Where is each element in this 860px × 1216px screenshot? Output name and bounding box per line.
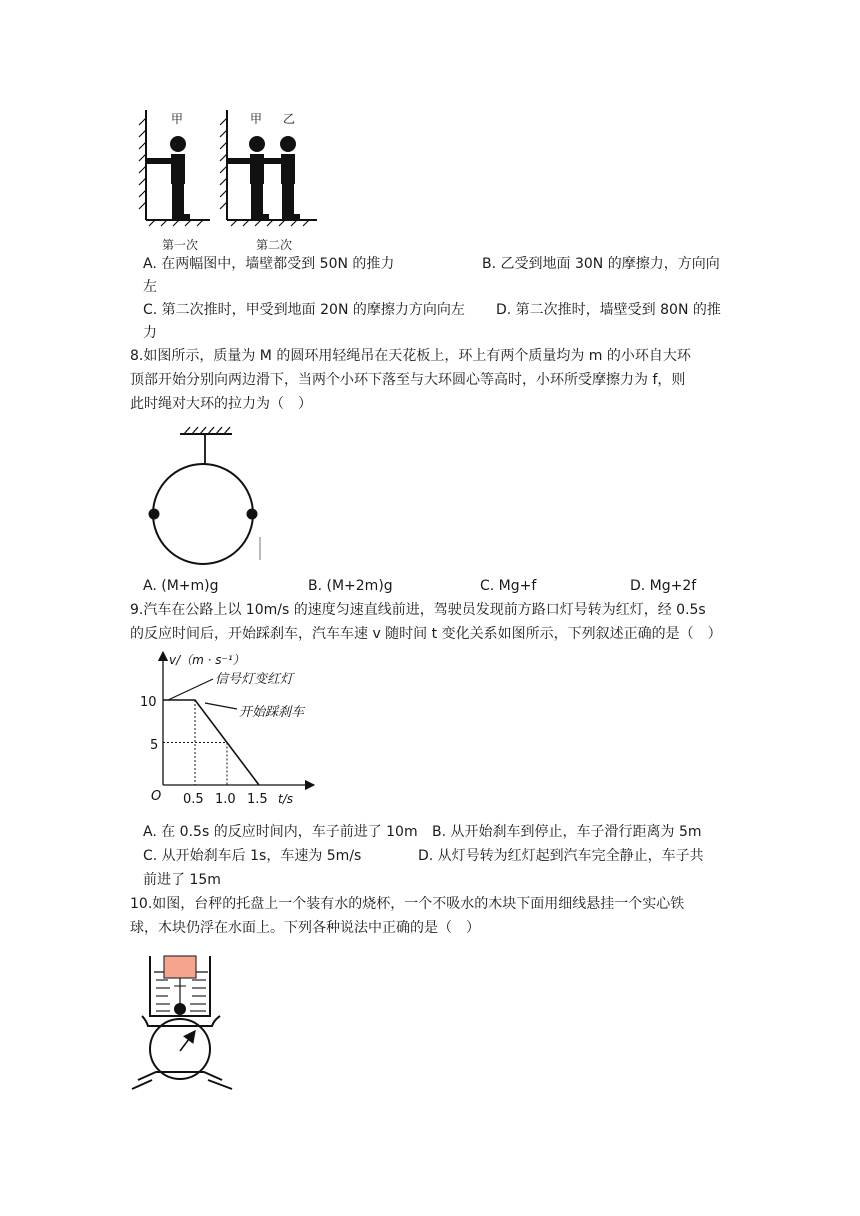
q9-option-d-cont: 前进了 15m: [143, 872, 221, 888]
scale-beaker-figure: [128, 948, 238, 1093]
q8-line-1: 8.如图所示，质量为 M 的圆环用轻绳吊在天花板上，环上有两个质量均为 m 的小环自大环: [130, 348, 691, 364]
velocity-time-chart: [135, 650, 315, 810]
q9-line-1: 9.汽车在公路上以 10m/s 的速度匀速直线前进，驾驶员发现前方路口灯号转为红灯，经 0.5s: [130, 602, 706, 618]
caption-first: 第一次: [162, 238, 199, 252]
q7-option-d-cont: 力: [143, 325, 157, 341]
y-tick-5: 5: [150, 738, 159, 753]
q9-line-2: 的反应时间后，开始踩刹车，汽车车速 v 随时间 t 变化关系如图所示，下列叙述正确的是（ ）: [130, 626, 722, 642]
x-tick-0-5: 0.5: [183, 792, 204, 807]
annotation-pointer-1: [168, 679, 213, 700]
q9-option-d: D. 从灯号转为红灯起到汽车完全静止，车子共: [418, 848, 704, 864]
wood-block: [164, 956, 196, 978]
q7-option-d: D. 第二次推时，墙壁受到 80N 的推: [496, 302, 721, 318]
y-tick-10: 10: [140, 695, 157, 710]
annotation-pointer-2: [205, 703, 237, 709]
caption-second: 第二次: [256, 238, 293, 252]
q8-option-d: D. Mg+2f: [630, 578, 697, 594]
person-jia-first: [147, 136, 190, 220]
push-wall-figure: [135, 100, 325, 238]
q10-line-1: 10.如图，台秤的托盘上一个装有水的烧杯，一个不吸水的木块下面用细线悬挂一个实心铁: [130, 896, 685, 912]
label-jia-first: 甲: [171, 112, 184, 126]
q9-option-a: A. 在 0.5s 的反应时间内，车子前进了 10m: [143, 824, 418, 840]
q7-option-a: A. 在两幅图中，墙壁都受到 50N 的推力: [143, 256, 395, 272]
ring-figure: [140, 424, 270, 570]
x-axis-label: t/s: [278, 792, 293, 806]
q8-line-3: 此时绳对大环的拉力为（ ）: [130, 396, 312, 412]
x-tick-1-0: 1.0: [215, 792, 236, 807]
q7-option-b-cont: 左: [143, 279, 157, 295]
q10-line-2: 球，木块仍浮在水面上。下列各种说法中正确的是（ ）: [130, 920, 480, 936]
q8-line-2: 顶部开始分别向两边滑下，当两个小环下落至与大环圆心等高时，小环所受摩擦力为 f，则: [130, 372, 686, 388]
person-yi-second: [262, 136, 300, 220]
q8-option-a: A. (M+m)g: [143, 578, 219, 594]
q8-option-b: B. (M+2m)g: [308, 578, 393, 594]
q7-option-c: C. 第二次推时，甲受到地面 20N 的摩擦力方向向左: [143, 302, 465, 318]
label-jia-second: 甲: [250, 112, 263, 126]
person-jia-second: [228, 136, 269, 220]
annotation-brake: 开始踩刹车: [239, 705, 305, 720]
iron-ball: [174, 1003, 186, 1015]
q9-option-c: C. 从开始刹车后 1s，车速为 5m/s: [143, 848, 362, 864]
q8-option-c: C. Mg+f: [480, 578, 537, 594]
x-tick-1-5: 1.5: [247, 792, 268, 807]
label-yi-second: 乙: [283, 112, 296, 126]
annotation-red-light: 信号灯变红灯: [215, 672, 294, 687]
q7-option-b: B. 乙受到地面 30N 的摩擦力，方向向: [482, 256, 720, 272]
q9-option-b: B. 从开始刹车到停止，车子滑行距离为 5m: [432, 824, 702, 840]
origin-label: O: [151, 789, 162, 804]
y-axis-label: v/（m · s⁻¹）: [169, 653, 245, 667]
